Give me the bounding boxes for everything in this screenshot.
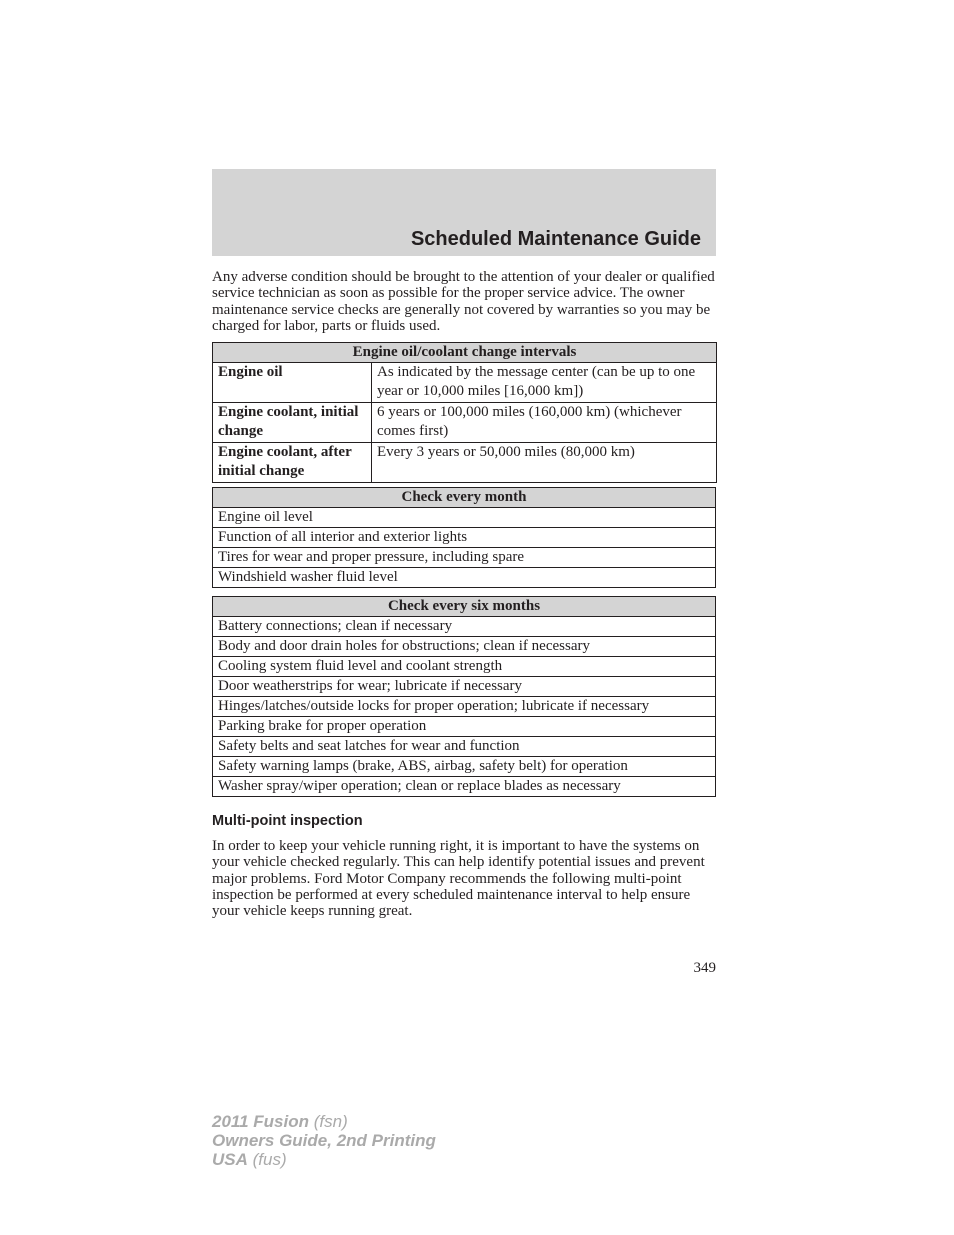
table-row bbox=[213, 637, 716, 657]
check-item: Function of all interior and exterior lights bbox=[213, 528, 716, 548]
maintenance-item: Engine coolant, initial change bbox=[213, 403, 372, 443]
check-item: Parking brake for proper operation bbox=[213, 717, 716, 737]
table-row bbox=[213, 508, 716, 528]
table-header-row bbox=[213, 597, 716, 617]
check-item: Cooling system fluid level and coolant strength bbox=[213, 657, 716, 677]
maintenance-item: Engine coolant, after initial change bbox=[213, 443, 372, 483]
check-item: Tires for wear and proper pressure, including spare bbox=[213, 548, 716, 568]
check-item: Safety belts and seat latches for wear and function bbox=[213, 737, 716, 757]
subsection-heading: Multi-point inspection bbox=[212, 813, 363, 829]
intro-paragraph: Any adverse condition should be brought to the attention of your dealer or qualified service technician as soon as possible for the proper service advice. The owner maintenance service checks are generally not covered by warranties so you may be charged for labor, parts or fluids used. bbox=[212, 269, 715, 334]
maintenance-interval: 6 years or 100,000 miles (160,000 km) (whichever comes first) bbox=[372, 403, 717, 443]
check-item: Body and door drain holes for obstructions; clean if necessary bbox=[213, 637, 716, 657]
maintenance-interval: Every 3 years or 50,000 miles (80,000 km) bbox=[372, 443, 717, 483]
table-header-row bbox=[213, 343, 717, 363]
page-number: 349 bbox=[693, 960, 716, 976]
section-title: Scheduled Maintenance Guide bbox=[410, 228, 701, 250]
footer-market-code: (fus) bbox=[252, 1150, 287, 1169]
oil-coolant-interval-table bbox=[212, 342, 717, 483]
footer-model-code: (fsn) bbox=[313, 1112, 348, 1131]
check-item: Engine oil level bbox=[213, 508, 716, 528]
table-row bbox=[213, 717, 716, 737]
footer-model: 2011 Fusion bbox=[212, 1112, 309, 1131]
check-item: Battery connections; clean if necessary bbox=[213, 617, 716, 637]
table-heading: Check every month bbox=[213, 488, 716, 508]
check-item: Safety warning lamps (brake, ABS, airbag, safety belt) for operation bbox=[213, 757, 716, 777]
table-heading: Check every six months bbox=[213, 597, 716, 617]
footer-line-market bbox=[212, 1150, 436, 1169]
table-heading: Engine oil/coolant change intervals bbox=[213, 343, 717, 363]
check-item: Windshield washer fluid level bbox=[213, 568, 716, 588]
table-row bbox=[213, 443, 717, 483]
footer-edition: Owners Guide, 2nd Printing bbox=[212, 1131, 436, 1150]
monthly-check-table bbox=[212, 487, 716, 588]
six-month-check-table bbox=[212, 596, 716, 797]
check-item: Door weatherstrips for wear; lubricate if necessary bbox=[213, 677, 716, 697]
check-item: Hinges/latches/outside locks for proper operation; lubricate if necessary bbox=[213, 697, 716, 717]
table-row bbox=[213, 737, 716, 757]
table-header-row bbox=[213, 488, 716, 508]
maintenance-interval: As indicated by the message center (can be up to one year or 10,000 miles [16,000 km]) bbox=[372, 363, 717, 403]
table-row bbox=[213, 697, 716, 717]
footer-market: USA bbox=[212, 1150, 248, 1169]
table-row bbox=[213, 403, 717, 443]
check-item: Washer spray/wiper operation; clean or replace blades as necessary bbox=[213, 777, 716, 797]
table-row bbox=[213, 548, 716, 568]
table-row bbox=[213, 677, 716, 697]
footer-line-model bbox=[212, 1112, 436, 1131]
multi-point-paragraph: In order to keep your vehicle running right, it is important to have the systems on your vehicle checked regularly. This can help identify potential issues and prevent major problems. Ford Motor Company recommends the following multi-point inspection be performed at every scheduled maintenance interval to help ensure your vehicle keeps running great. bbox=[212, 838, 705, 920]
section-header-band bbox=[212, 169, 716, 256]
table-row bbox=[213, 617, 716, 637]
table-row bbox=[213, 777, 716, 797]
maintenance-item: Engine oil bbox=[213, 363, 372, 403]
table-row bbox=[213, 363, 717, 403]
table-row bbox=[213, 657, 716, 677]
table-row bbox=[213, 568, 716, 588]
table-row bbox=[213, 757, 716, 777]
table-row bbox=[213, 528, 716, 548]
document-footer bbox=[212, 1112, 436, 1169]
